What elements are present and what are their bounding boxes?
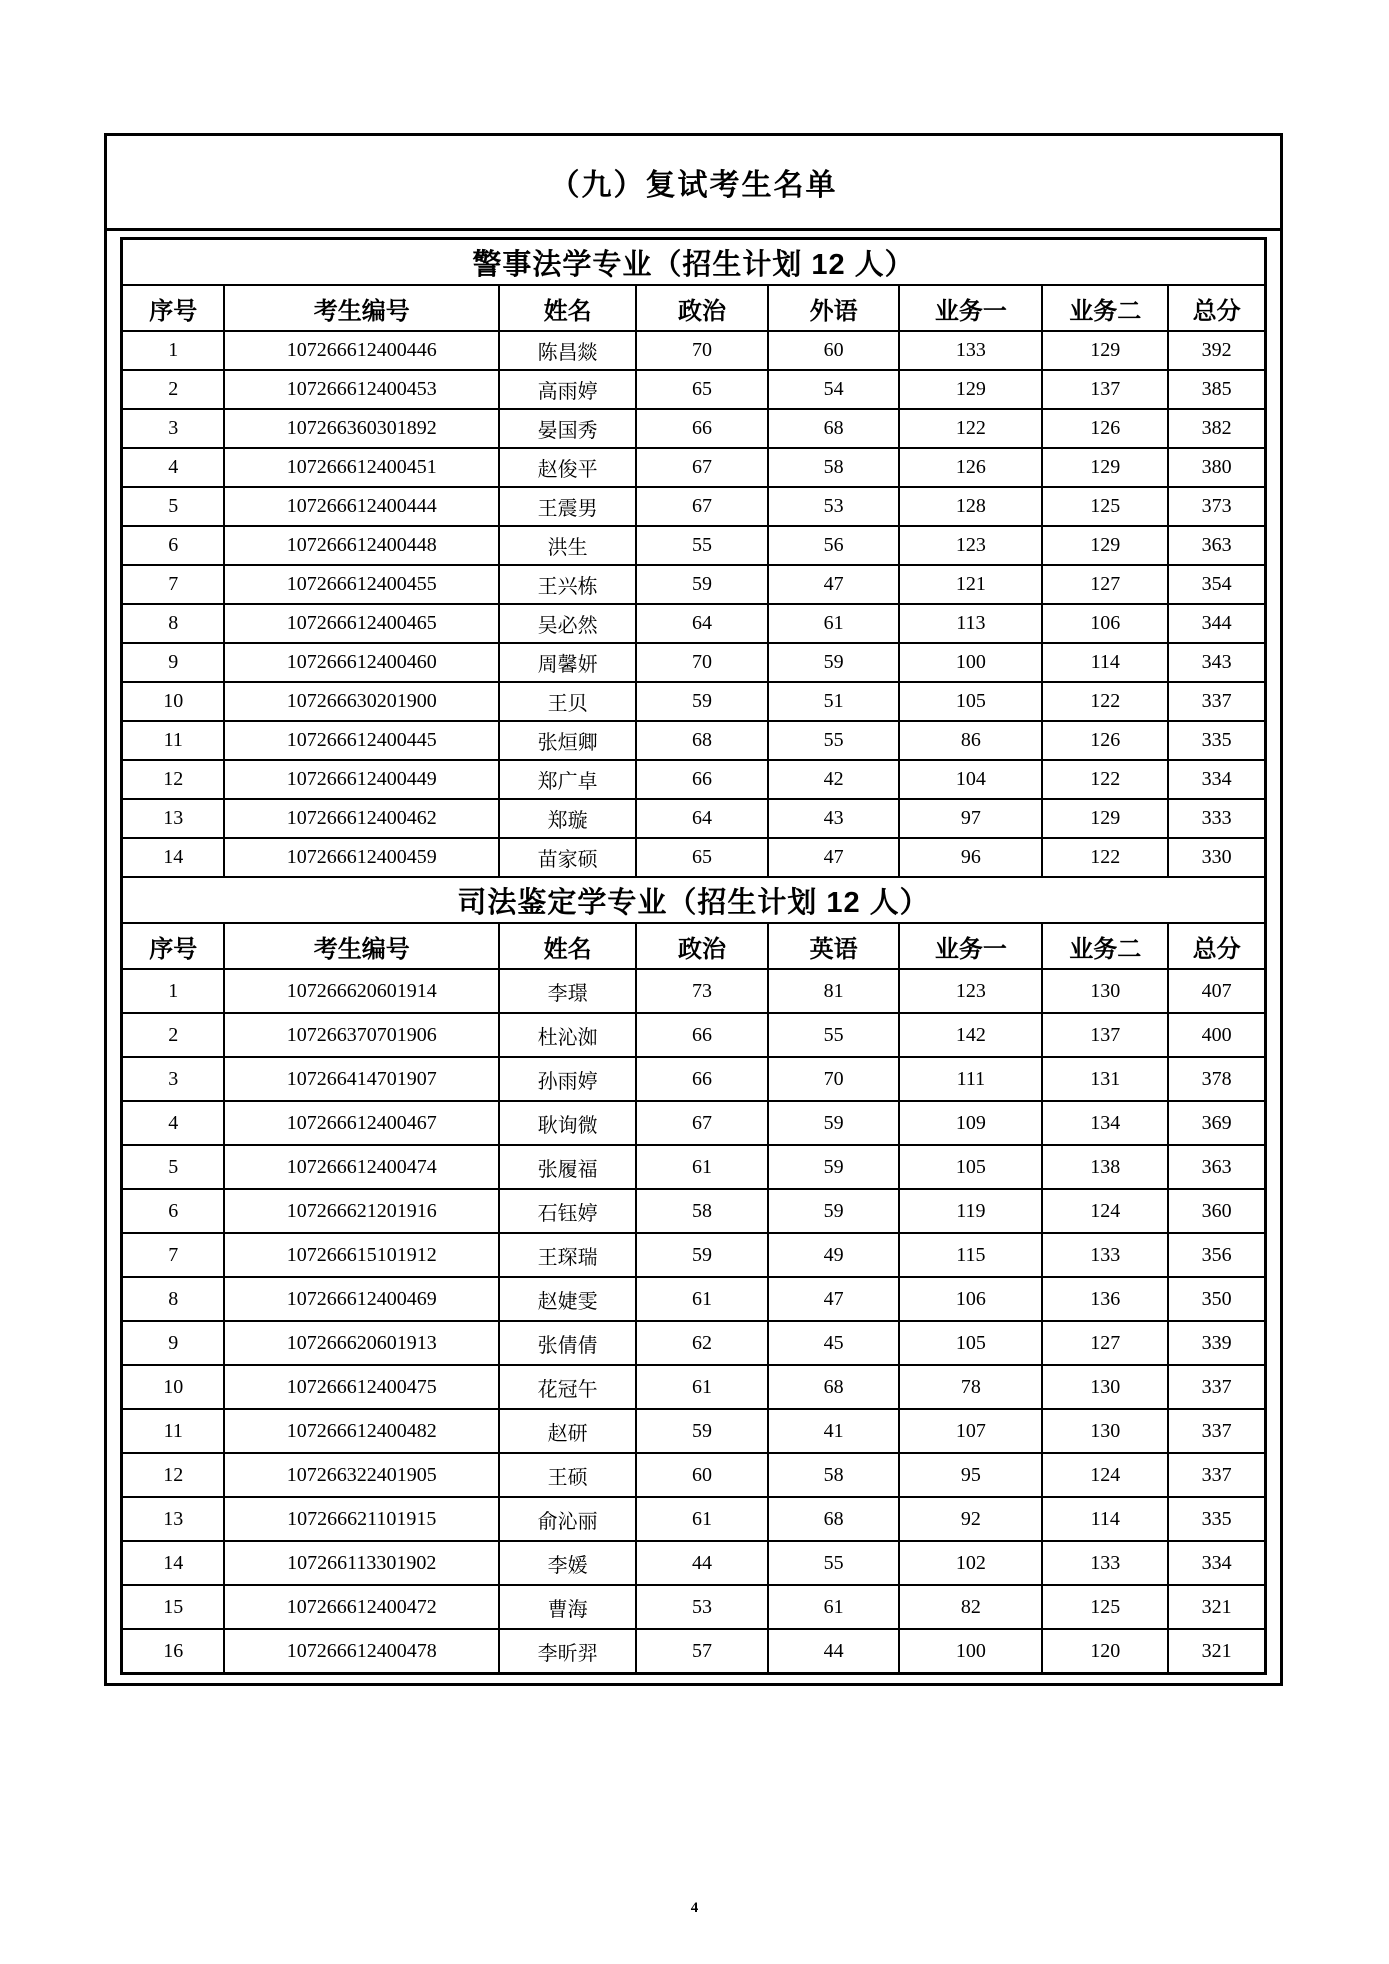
table-cell: 137 — [1042, 370, 1168, 409]
table-cell: 李媛 — [499, 1541, 636, 1585]
table-cell: 136 — [1042, 1277, 1168, 1321]
table-cell: 60 — [768, 331, 900, 370]
table-cell: 354 — [1168, 565, 1265, 604]
table-cell: 70 — [636, 643, 768, 682]
table-cell: 142 — [899, 1013, 1042, 1057]
table-cell: 68 — [636, 721, 768, 760]
column-header: 业务二 — [1042, 285, 1168, 331]
table-cell: 3 — [122, 409, 225, 448]
table-cell: 13 — [122, 1497, 225, 1541]
table-cell: 9 — [122, 643, 225, 682]
table-cell: 66 — [636, 1013, 768, 1057]
table-cell: 111 — [899, 1057, 1042, 1101]
column-header: 总分 — [1168, 923, 1265, 969]
table-cell: 68 — [768, 409, 900, 448]
table-row — [122, 799, 1266, 838]
table-cell: 337 — [1168, 1453, 1265, 1497]
table-cell: 47 — [768, 838, 900, 877]
table-cell: 6 — [122, 1189, 225, 1233]
table-row — [122, 409, 1266, 448]
table-cell: 4 — [122, 1101, 225, 1145]
table-cell: 59 — [636, 682, 768, 721]
table-row — [122, 1629, 1266, 1674]
section-title: 警事法学专业（招生计划 12 人） — [122, 239, 1266, 286]
table-cell: 赵俊平 — [499, 448, 636, 487]
section-title: 司法鉴定学专业（招生计划 12 人） — [122, 877, 1266, 923]
table-cell: 337 — [1168, 1365, 1265, 1409]
table-row — [122, 969, 1266, 1013]
table-row — [122, 370, 1266, 409]
table-cell: 343 — [1168, 643, 1265, 682]
table-cell: 133 — [899, 331, 1042, 370]
table-cell: 78 — [899, 1365, 1042, 1409]
table-cell: 100 — [899, 643, 1042, 682]
table-cell: 70 — [636, 331, 768, 370]
table-cell: 339 — [1168, 1321, 1265, 1365]
table-cell: 382 — [1168, 409, 1265, 448]
table-cell: 61 — [636, 1145, 768, 1189]
table-cell: 68 — [768, 1497, 900, 1541]
table-row — [122, 331, 1266, 370]
column-header: 考生编号 — [224, 285, 499, 331]
table-cell: 107266612400448 — [224, 526, 499, 565]
table-cell: 李璟 — [499, 969, 636, 1013]
table-cell: 66 — [636, 760, 768, 799]
table-cell: 333 — [1168, 799, 1265, 838]
table-cell: 107266370701906 — [224, 1013, 499, 1057]
table-cell: 105 — [899, 1145, 1042, 1189]
table-cell: 56 — [768, 526, 900, 565]
table-cell: 2 — [122, 370, 225, 409]
table-cell: 16 — [122, 1629, 225, 1674]
column-header: 序号 — [122, 923, 225, 969]
table-cell: 106 — [1042, 604, 1168, 643]
table-cell: 1 — [122, 331, 225, 370]
table-row — [122, 1409, 1266, 1453]
table-cell: 59 — [768, 1145, 900, 1189]
table-cell: 335 — [1168, 1497, 1265, 1541]
page-title: （九）复试考生名单 — [549, 169, 838, 202]
table-cell: 385 — [1168, 370, 1265, 409]
table-cell: 369 — [1168, 1101, 1265, 1145]
table-cell: 王硕 — [499, 1453, 636, 1497]
table-cell: 378 — [1168, 1057, 1265, 1101]
table-cell: 59 — [636, 1233, 768, 1277]
table-cell: 54 — [768, 370, 900, 409]
table-cell: 55 — [768, 1013, 900, 1057]
table-cell: 107 — [899, 1409, 1042, 1453]
table-row — [122, 1497, 1266, 1541]
table-cell: 周馨妍 — [499, 643, 636, 682]
table-cell: 100 — [899, 1629, 1042, 1674]
column-header: 序号 — [122, 285, 225, 331]
table-cell: 126 — [1042, 721, 1168, 760]
table-cell: 334 — [1168, 760, 1265, 799]
column-header: 姓名 — [499, 923, 636, 969]
table-cell: 107266360301892 — [224, 409, 499, 448]
table-cell: 337 — [1168, 1409, 1265, 1453]
document-page — [104, 133, 1283, 1686]
table-cell: 123 — [899, 969, 1042, 1013]
table-cell: 107266612400460 — [224, 643, 499, 682]
table-cell: 137 — [1042, 1013, 1168, 1057]
table-cell: 344 — [1168, 604, 1265, 643]
table-cell: 107266612400449 — [224, 760, 499, 799]
table-cell: 61 — [768, 1585, 900, 1629]
table-cell: 107266612400469 — [224, 1277, 499, 1321]
table-cell: 赵婕雯 — [499, 1277, 636, 1321]
table-cell: 107266612400459 — [224, 838, 499, 877]
table-cell: 96 — [899, 838, 1042, 877]
table-cell: 1 — [122, 969, 225, 1013]
table-cell: 59 — [636, 1409, 768, 1453]
table-cell: 10 — [122, 1365, 225, 1409]
table-row — [122, 1453, 1266, 1497]
table-cell: 107266630201900 — [224, 682, 499, 721]
table-row — [122, 1365, 1266, 1409]
table-cell: 郑璇 — [499, 799, 636, 838]
table-cell: 126 — [899, 448, 1042, 487]
table-cell: 107266620601913 — [224, 1321, 499, 1365]
table-cell: 81 — [768, 969, 900, 1013]
table-cell: 122 — [1042, 682, 1168, 721]
table-cell: 67 — [636, 487, 768, 526]
table-cell: 11 — [122, 1409, 225, 1453]
table-cell: 王贝 — [499, 682, 636, 721]
table-cell: 李昕羿 — [499, 1629, 636, 1674]
table-cell: 107266612400446 — [224, 331, 499, 370]
table-row — [122, 1541, 1266, 1585]
table-cell: 59 — [768, 643, 900, 682]
table-row — [122, 1145, 1266, 1189]
table-cell: 126 — [1042, 409, 1168, 448]
table-cell: 61 — [636, 1365, 768, 1409]
column-header-row — [122, 923, 1266, 969]
table-cell: 58 — [768, 448, 900, 487]
column-header: 业务二 — [1042, 923, 1168, 969]
table-cell: 321 — [1168, 1629, 1265, 1674]
table-cell: 107266612400451 — [224, 448, 499, 487]
table-cell: 104 — [899, 760, 1042, 799]
table-cell: 129 — [1042, 526, 1168, 565]
table-cell: 107266612400478 — [224, 1629, 499, 1674]
table-cell: 55 — [768, 1541, 900, 1585]
table-cell: 64 — [636, 799, 768, 838]
table-cell: 8 — [122, 604, 225, 643]
table-cell: 134 — [1042, 1101, 1168, 1145]
table-cell: 130 — [1042, 1365, 1168, 1409]
table-cell: 58 — [768, 1453, 900, 1497]
table-cell: 张烜卿 — [499, 721, 636, 760]
table-cell: 61 — [636, 1277, 768, 1321]
table-cell: 57 — [636, 1629, 768, 1674]
table-cell: 105 — [899, 1321, 1042, 1365]
table-cell: 107266621101915 — [224, 1497, 499, 1541]
column-header: 业务一 — [899, 923, 1042, 969]
table-row — [122, 1321, 1266, 1365]
candidates-table-body — [122, 239, 1266, 1674]
table-row — [122, 448, 1266, 487]
table-cell: 129 — [1042, 331, 1168, 370]
table-cell: 122 — [1042, 760, 1168, 799]
table-cell: 107266113301902 — [224, 1541, 499, 1585]
table-cell: 59 — [768, 1189, 900, 1233]
table-cell: 42 — [768, 760, 900, 799]
section-title-row — [122, 239, 1266, 286]
title-section — [107, 136, 1280, 231]
table-cell: 41 — [768, 1409, 900, 1453]
table-cell: 张倩倩 — [499, 1321, 636, 1365]
column-header: 政治 — [636, 923, 768, 969]
table-cell: 2 — [122, 1013, 225, 1057]
table-cell: 407 — [1168, 969, 1265, 1013]
table-cell: 61 — [768, 604, 900, 643]
column-header: 外语 — [768, 285, 900, 331]
table-cell: 55 — [768, 721, 900, 760]
table-cell: 107266612400474 — [224, 1145, 499, 1189]
table-cell: 70 — [768, 1057, 900, 1101]
table-cell: 335 — [1168, 721, 1265, 760]
table-cell: 107266612400453 — [224, 370, 499, 409]
table-cell: 12 — [122, 1453, 225, 1497]
table-cell: 44 — [636, 1541, 768, 1585]
table-row — [122, 1057, 1266, 1101]
table-cell: 12 — [122, 760, 225, 799]
table-cell: 114 — [1042, 1497, 1168, 1541]
table-cell: 400 — [1168, 1013, 1265, 1057]
table-row — [122, 1189, 1266, 1233]
table-cell: 5 — [122, 1145, 225, 1189]
table-row — [122, 526, 1266, 565]
table-cell: 105 — [899, 682, 1042, 721]
table-cell: 107266612400455 — [224, 565, 499, 604]
table-cell: 59 — [768, 1101, 900, 1145]
table-cell: 7 — [122, 565, 225, 604]
table-cell: 107266615101912 — [224, 1233, 499, 1277]
table-cell: 119 — [899, 1189, 1042, 1233]
table-cell: 45 — [768, 1321, 900, 1365]
table-cell: 121 — [899, 565, 1042, 604]
table-cell: 120 — [1042, 1629, 1168, 1674]
table-cell: 13 — [122, 799, 225, 838]
table-cell: 107266620601914 — [224, 969, 499, 1013]
table-cell: 65 — [636, 370, 768, 409]
table-row — [122, 1585, 1266, 1629]
table-cell: 124 — [1042, 1453, 1168, 1497]
table-row — [122, 760, 1266, 799]
table-cell: 109 — [899, 1101, 1042, 1145]
table-cell: 330 — [1168, 838, 1265, 877]
table-cell: 122 — [1042, 838, 1168, 877]
table-cell: 68 — [768, 1365, 900, 1409]
table-cell: 晏国秀 — [499, 409, 636, 448]
table-cell: 14 — [122, 838, 225, 877]
table-row — [122, 1277, 1266, 1321]
table-cell: 127 — [1042, 565, 1168, 604]
table-cell: 356 — [1168, 1233, 1265, 1277]
table-row — [122, 643, 1266, 682]
table-cell: 高雨婷 — [499, 370, 636, 409]
table-cell: 67 — [636, 1101, 768, 1145]
table-cell: 107266621201916 — [224, 1189, 499, 1233]
table-cell: 107266612400472 — [224, 1585, 499, 1629]
table-cell: 133 — [1042, 1233, 1168, 1277]
table-cell: 363 — [1168, 1145, 1265, 1189]
table-cell: 125 — [1042, 487, 1168, 526]
table-cell: 107266612400462 — [224, 799, 499, 838]
table-cell: 123 — [899, 526, 1042, 565]
table-cell: 49 — [768, 1233, 900, 1277]
table-cell: 129 — [1042, 799, 1168, 838]
table-row — [122, 487, 1266, 526]
table-cell: 130 — [1042, 1409, 1168, 1453]
table-cell: 7 — [122, 1233, 225, 1277]
table-row — [122, 838, 1266, 877]
table-cell: 363 — [1168, 526, 1265, 565]
table-cell: 花冠午 — [499, 1365, 636, 1409]
table-cell: 王兴栋 — [499, 565, 636, 604]
table-cell: 373 — [1168, 487, 1265, 526]
table-cell: 107266612400445 — [224, 721, 499, 760]
table-cell: 53 — [768, 487, 900, 526]
table-cell: 66 — [636, 409, 768, 448]
table-cell: 380 — [1168, 448, 1265, 487]
table-cell: 石钰婷 — [499, 1189, 636, 1233]
column-header: 考生编号 — [224, 923, 499, 969]
table-cell: 392 — [1168, 331, 1265, 370]
table-cell: 62 — [636, 1321, 768, 1365]
table-cell: 107266612400482 — [224, 1409, 499, 1453]
table-cell: 郑广卓 — [499, 760, 636, 799]
table-cell: 321 — [1168, 1585, 1265, 1629]
table-cell: 51 — [768, 682, 900, 721]
candidates-table — [120, 237, 1267, 1675]
table-cell: 102 — [899, 1541, 1042, 1585]
column-header: 业务一 — [899, 285, 1042, 331]
table-cell: 4 — [122, 448, 225, 487]
table-cell: 14 — [122, 1541, 225, 1585]
table-row — [122, 682, 1266, 721]
table-cell: 92 — [899, 1497, 1042, 1541]
table-cell: 陈昌燚 — [499, 331, 636, 370]
table-cell: 114 — [1042, 643, 1168, 682]
table-cell: 127 — [1042, 1321, 1168, 1365]
table-cell: 10 — [122, 682, 225, 721]
table-cell: 107266414701907 — [224, 1057, 499, 1101]
table-cell: 5 — [122, 487, 225, 526]
table-cell: 赵研 — [499, 1409, 636, 1453]
table-cell: 130 — [1042, 969, 1168, 1013]
table-cell: 61 — [636, 1497, 768, 1541]
table-cell: 俞沁丽 — [499, 1497, 636, 1541]
table-cell: 苗家硕 — [499, 838, 636, 877]
table-row — [122, 1101, 1266, 1145]
table-cell: 106 — [899, 1277, 1042, 1321]
column-header: 政治 — [636, 285, 768, 331]
table-cell: 129 — [899, 370, 1042, 409]
table-cell: 107266612400465 — [224, 604, 499, 643]
table-cell: 122 — [899, 409, 1042, 448]
table-cell: 107266612400467 — [224, 1101, 499, 1145]
table-cell: 洪生 — [499, 526, 636, 565]
column-header: 姓名 — [499, 285, 636, 331]
table-cell: 8 — [122, 1277, 225, 1321]
table-cell: 6 — [122, 526, 225, 565]
table-cell: 55 — [636, 526, 768, 565]
table-cell: 张履福 — [499, 1145, 636, 1189]
column-header: 英语 — [768, 923, 900, 969]
table-cell: 耿询微 — [499, 1101, 636, 1145]
table-cell: 3 — [122, 1057, 225, 1101]
table-cell: 吴必然 — [499, 604, 636, 643]
table-cell: 113 — [899, 604, 1042, 643]
table-row — [122, 721, 1266, 760]
table-cell: 107266322401905 — [224, 1453, 499, 1497]
table-cell: 107266612400475 — [224, 1365, 499, 1409]
table-cell: 128 — [899, 487, 1042, 526]
table-cell: 53 — [636, 1585, 768, 1629]
table-cell: 王震男 — [499, 487, 636, 526]
table-cell: 115 — [899, 1233, 1042, 1277]
table-cell: 95 — [899, 1453, 1042, 1497]
table-cell: 11 — [122, 721, 225, 760]
table-cell: 15 — [122, 1585, 225, 1629]
table-cell: 67 — [636, 448, 768, 487]
table-cell: 曹海 — [499, 1585, 636, 1629]
table-cell: 58 — [636, 1189, 768, 1233]
table-row — [122, 1013, 1266, 1057]
table-cell: 孙雨婷 — [499, 1057, 636, 1101]
column-header-row — [122, 285, 1266, 331]
table-cell: 王琛瑞 — [499, 1233, 636, 1277]
table-cell: 131 — [1042, 1057, 1168, 1101]
table-cell: 334 — [1168, 1541, 1265, 1585]
table-area — [107, 231, 1280, 1683]
table-cell: 73 — [636, 969, 768, 1013]
table-cell: 82 — [899, 1585, 1042, 1629]
table-cell: 360 — [1168, 1189, 1265, 1233]
table-cell: 337 — [1168, 682, 1265, 721]
table-cell: 124 — [1042, 1189, 1168, 1233]
table-cell: 44 — [768, 1629, 900, 1674]
table-row — [122, 565, 1266, 604]
table-cell: 9 — [122, 1321, 225, 1365]
table-cell: 350 — [1168, 1277, 1265, 1321]
table-cell: 64 — [636, 604, 768, 643]
table-cell: 杜沁洳 — [499, 1013, 636, 1057]
table-cell: 47 — [768, 565, 900, 604]
section-title-row — [122, 877, 1266, 923]
column-header: 总分 — [1168, 285, 1265, 331]
page-number: 4 — [690, 1900, 699, 1916]
table-cell: 129 — [1042, 448, 1168, 487]
table-cell: 43 — [768, 799, 900, 838]
table-cell: 138 — [1042, 1145, 1168, 1189]
table-cell: 125 — [1042, 1585, 1168, 1629]
table-cell: 86 — [899, 721, 1042, 760]
table-cell: 60 — [636, 1453, 768, 1497]
table-cell: 107266612400444 — [224, 487, 499, 526]
table-cell: 133 — [1042, 1541, 1168, 1585]
table-row — [122, 604, 1266, 643]
table-cell: 47 — [768, 1277, 900, 1321]
table-cell: 97 — [899, 799, 1042, 838]
table-cell: 65 — [636, 838, 768, 877]
table-cell: 59 — [636, 565, 768, 604]
table-cell: 66 — [636, 1057, 768, 1101]
table-row — [122, 1233, 1266, 1277]
